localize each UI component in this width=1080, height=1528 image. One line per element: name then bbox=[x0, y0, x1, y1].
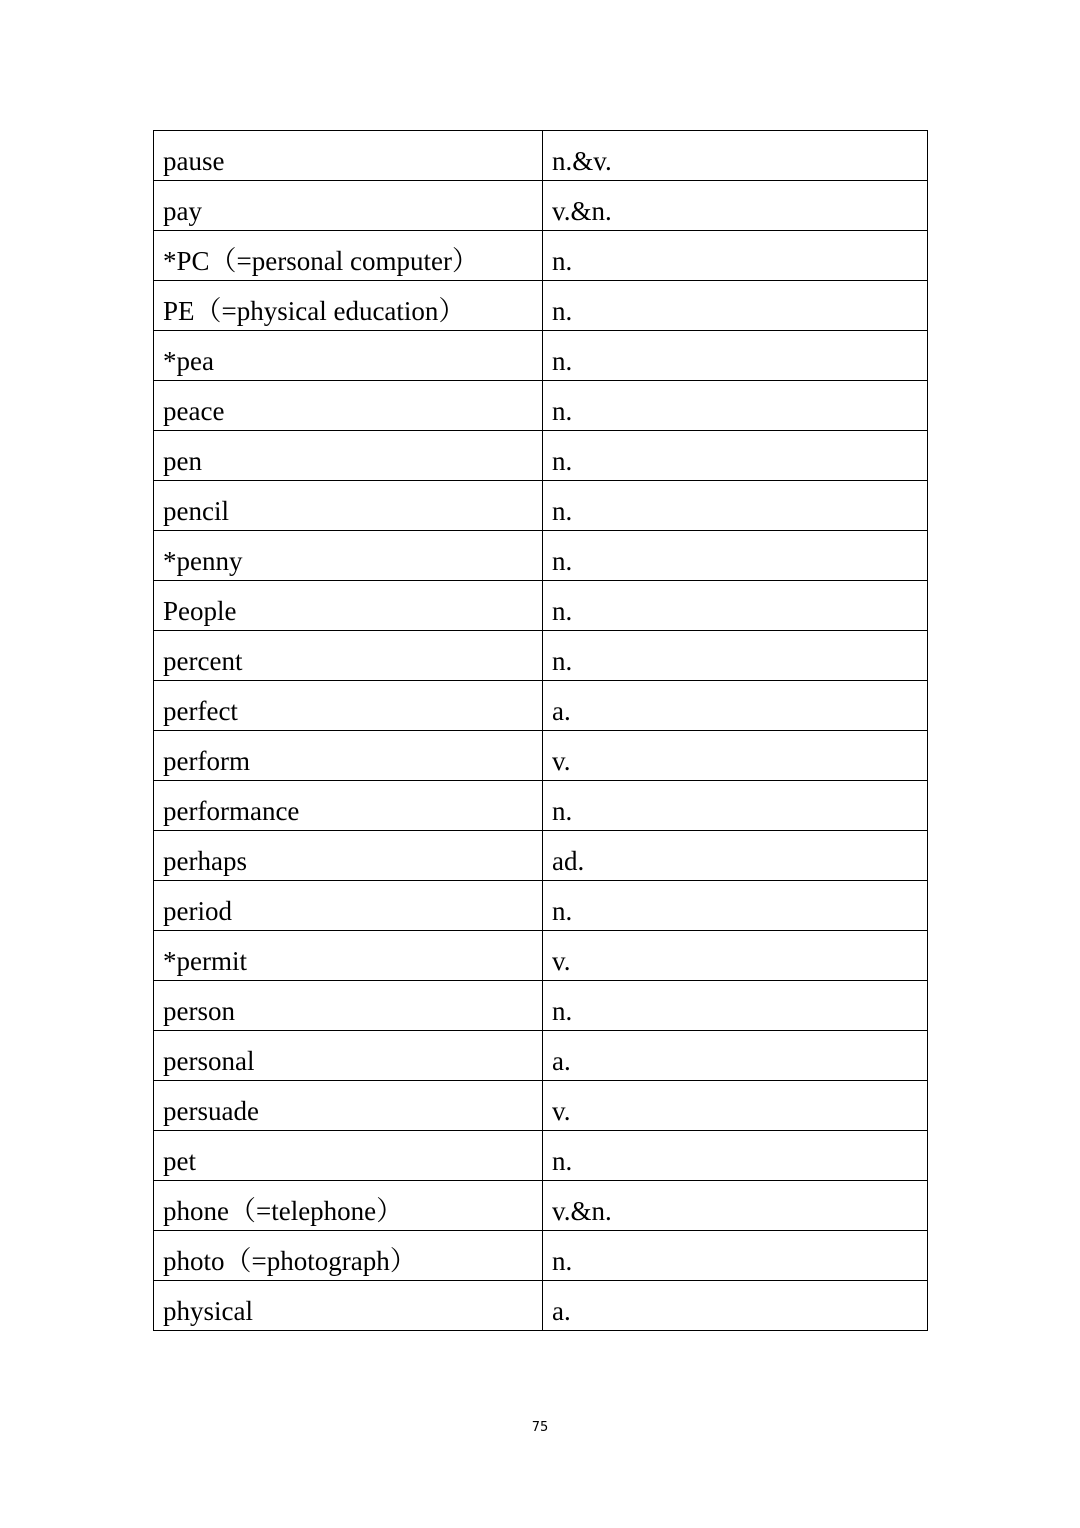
word-cell: pet bbox=[154, 1131, 543, 1181]
word-cell: pencil bbox=[154, 481, 543, 531]
part-of-speech-cell: a. bbox=[543, 1281, 928, 1331]
part-of-speech-cell: n. bbox=[543, 431, 928, 481]
vocabulary-table bbox=[153, 130, 928, 1331]
table-row bbox=[154, 1281, 928, 1331]
table-row bbox=[154, 1031, 928, 1081]
table-row bbox=[154, 831, 928, 881]
table-row bbox=[154, 1181, 928, 1231]
word-cell: phone（=telephone） bbox=[154, 1181, 543, 1231]
word-cell: person bbox=[154, 981, 543, 1031]
table-row bbox=[154, 231, 928, 281]
word-cell: perfect bbox=[154, 681, 543, 731]
table-row bbox=[154, 681, 928, 731]
table-row bbox=[154, 531, 928, 581]
word-cell: People bbox=[154, 581, 543, 631]
table-row bbox=[154, 131, 928, 181]
part-of-speech-cell: n. bbox=[543, 381, 928, 431]
part-of-speech-cell: n. bbox=[543, 281, 928, 331]
word-cell: performance bbox=[154, 781, 543, 831]
part-of-speech-cell: v. bbox=[543, 931, 928, 981]
table-row bbox=[154, 881, 928, 931]
part-of-speech-cell: n. bbox=[543, 881, 928, 931]
word-cell: percent bbox=[154, 631, 543, 681]
part-of-speech-cell: v. bbox=[543, 1081, 928, 1131]
word-cell: pay bbox=[154, 181, 543, 231]
word-cell: period bbox=[154, 881, 543, 931]
word-cell: perform bbox=[154, 731, 543, 781]
part-of-speech-cell: n. bbox=[543, 531, 928, 581]
word-cell: pause bbox=[154, 131, 543, 181]
table-row bbox=[154, 281, 928, 331]
word-cell: *permit bbox=[154, 931, 543, 981]
part-of-speech-cell: n. bbox=[543, 231, 928, 281]
word-cell: photo（=photograph） bbox=[154, 1231, 543, 1281]
table-row bbox=[154, 381, 928, 431]
part-of-speech-cell: n. bbox=[543, 631, 928, 681]
part-of-speech-cell: n. bbox=[543, 1231, 928, 1281]
word-cell: *PC（=personal computer） bbox=[154, 231, 543, 281]
word-cell: *penny bbox=[154, 531, 543, 581]
part-of-speech-cell: n.&v. bbox=[543, 131, 928, 181]
table-row bbox=[154, 581, 928, 631]
word-cell: persuade bbox=[154, 1081, 543, 1131]
part-of-speech-cell: n. bbox=[543, 781, 928, 831]
table-row bbox=[154, 431, 928, 481]
word-cell: personal bbox=[154, 1031, 543, 1081]
table-row bbox=[154, 1131, 928, 1181]
part-of-speech-cell: v.&n. bbox=[543, 181, 928, 231]
word-cell: PE（=physical education） bbox=[154, 281, 543, 331]
table-row bbox=[154, 731, 928, 781]
table-row bbox=[154, 631, 928, 681]
part-of-speech-cell: n. bbox=[543, 581, 928, 631]
page-number: 75 bbox=[531, 1420, 549, 1435]
part-of-speech-cell: ad. bbox=[543, 831, 928, 881]
table-row bbox=[154, 1231, 928, 1281]
part-of-speech-cell: n. bbox=[543, 481, 928, 531]
part-of-speech-cell: v.&n. bbox=[543, 1181, 928, 1231]
word-cell: perhaps bbox=[154, 831, 543, 881]
word-cell: physical bbox=[154, 1281, 543, 1331]
part-of-speech-cell: v. bbox=[543, 731, 928, 781]
table-row bbox=[154, 181, 928, 231]
table-row bbox=[154, 331, 928, 381]
part-of-speech-cell: a. bbox=[543, 1031, 928, 1081]
part-of-speech-cell: n. bbox=[543, 981, 928, 1031]
part-of-speech-cell: a. bbox=[543, 681, 928, 731]
part-of-speech-cell: n. bbox=[543, 331, 928, 381]
table-row bbox=[154, 981, 928, 1031]
table-row bbox=[154, 1081, 928, 1131]
word-cell: *pea bbox=[154, 331, 543, 381]
vocabulary-table-body bbox=[154, 131, 928, 1331]
table-row bbox=[154, 931, 928, 981]
part-of-speech-cell: n. bbox=[543, 1131, 928, 1181]
word-cell: peace bbox=[154, 381, 543, 431]
word-cell: pen bbox=[154, 431, 543, 481]
table-row bbox=[154, 481, 928, 531]
table-row bbox=[154, 781, 928, 831]
